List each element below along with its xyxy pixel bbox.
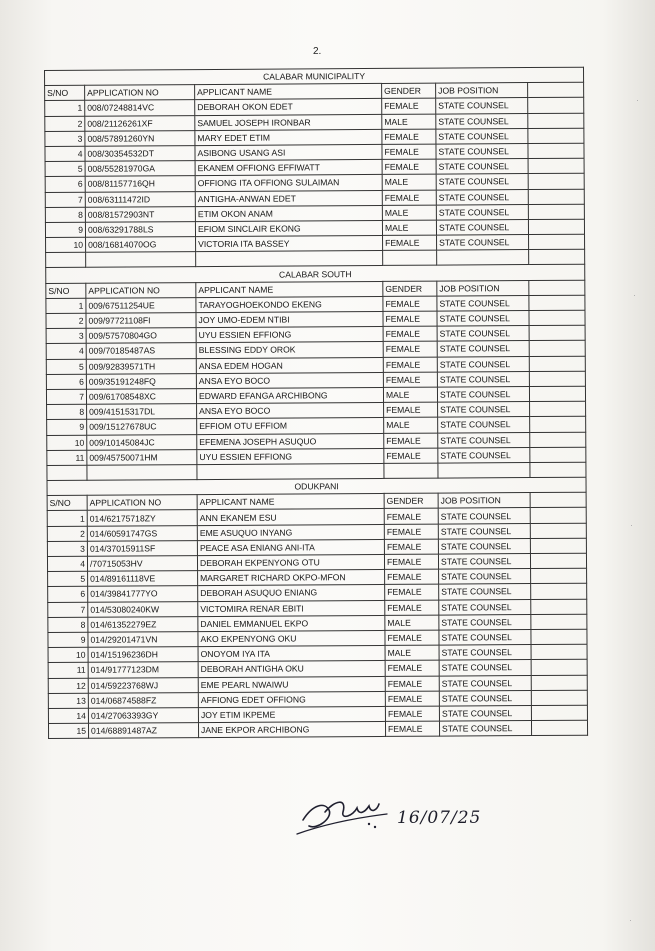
cell-gender: FEMALE xyxy=(384,402,438,418)
table-row xyxy=(48,720,587,738)
cell-sno: 10 xyxy=(46,237,86,252)
cell-sno: 11 xyxy=(47,450,87,465)
cell-blank xyxy=(531,568,587,584)
cell-job-position: STATE COUNSEL xyxy=(436,204,528,220)
cell-job-position: STATE COUNSEL xyxy=(437,311,529,327)
margin-mark: · xyxy=(630,520,633,530)
cell-gender: FEMALE xyxy=(384,509,438,525)
cell-job-position: STATE COUNSEL xyxy=(439,660,531,676)
cell-applicant-name: AFFIONG EDET OFFIONG xyxy=(198,691,385,707)
cell-applicant-name: DEBORAH ASUQUO ENIANG xyxy=(198,585,385,601)
cell-blank xyxy=(529,249,585,265)
cell-blank xyxy=(528,204,584,220)
cell-applicant-name: MARY EDET ETIM xyxy=(195,129,382,145)
cell-applicant-name: ANSA EYO BOCO xyxy=(197,403,384,419)
cell-sno: 1 xyxy=(47,511,87,526)
column-header-gender: GENDER xyxy=(383,281,437,297)
cell-blank xyxy=(531,705,587,721)
cell-gender: FEMALE xyxy=(383,235,437,251)
cell-application-no: 008/21126261XF xyxy=(85,115,195,131)
cell-sno: 7 xyxy=(48,602,88,617)
cell-blank xyxy=(530,401,586,417)
cell-gender: MALE xyxy=(384,417,438,433)
column-header-applicant-name: APPLICANT NAME xyxy=(197,494,384,510)
cell-sno: 13 xyxy=(48,693,88,708)
cell-blank xyxy=(530,462,586,478)
cell-gender: MALE xyxy=(382,174,436,190)
cell-application-no: /70715053HV xyxy=(87,556,197,572)
cell-application-no: 014/61352279EZ xyxy=(88,616,198,632)
cell-job-position: STATE COUNSEL xyxy=(437,341,529,357)
cell-sno: 5 xyxy=(48,571,88,586)
cell-blank xyxy=(530,432,586,448)
cell-job-position: STATE COUNSEL xyxy=(439,569,531,585)
cell-blank xyxy=(530,508,586,524)
cell-applicant-name: ETIM OKON ANAM xyxy=(195,205,382,221)
cell-gender: FEMALE xyxy=(383,296,437,312)
column-header-gender: GENDER xyxy=(382,83,436,99)
cell-blank xyxy=(528,158,584,174)
column-header-job-position: JOB POSITION xyxy=(438,493,530,509)
cell-gender: MALE xyxy=(382,220,436,236)
cell-gender: MALE xyxy=(382,114,436,130)
cell-applicant-name: DANIEL EMMANUEL EKPO xyxy=(198,615,385,631)
cell-sno: 10 xyxy=(47,435,87,450)
cell-gender: FEMALE xyxy=(384,448,438,464)
cell-applicant-name: EDWARD EFANGA ARCHIBONG xyxy=(196,387,383,403)
cell-applicant-name: SAMUEL JOSEPH IRONBAR xyxy=(195,114,382,130)
cell-sno: 2 xyxy=(45,116,85,131)
cell-job-position: STATE COUNSEL xyxy=(439,705,531,721)
cell-application-no: 008/63111472ID xyxy=(85,191,195,207)
cell-application-no: 014/37015911SF xyxy=(87,540,197,556)
cell-application-no: 014/06874588FZ xyxy=(88,692,198,708)
column-header-gender: GENDER xyxy=(384,493,438,509)
cell-blank xyxy=(530,417,586,433)
column-header-sno: S/NO xyxy=(46,283,86,298)
cell-blank xyxy=(46,252,86,267)
cell-blank xyxy=(531,720,587,736)
cell-blank xyxy=(531,644,587,660)
cell-job-position: STATE COUNSEL xyxy=(439,721,531,737)
cell-applicant-name: JOY ETIM IKPEME xyxy=(198,706,385,722)
column-header-job-position: JOB POSITION xyxy=(436,83,528,99)
cell-application-no: 014/62175718ZY xyxy=(87,510,197,526)
column-header-application-no: APPLICATION NO xyxy=(85,85,195,101)
cell-application-no: 014/27063393GY xyxy=(88,707,198,723)
cell-blank xyxy=(86,252,196,268)
cell-job-position: STATE COUNSEL xyxy=(436,159,528,175)
cell-application-no: 008/81157716QH xyxy=(85,176,195,192)
cell-blank xyxy=(528,219,584,235)
cell-job-position: STATE COUNSEL xyxy=(437,326,529,342)
cell-gender: FEMALE xyxy=(384,524,438,540)
cell-applicant-name: AKO EKPENYONG OKU xyxy=(198,630,385,646)
cell-applicant-name: EFFIOM OTU EFFIOM xyxy=(197,418,384,434)
cell-application-no: 009/57570804GO xyxy=(86,328,196,344)
cell-application-no: 009/92839571TH xyxy=(86,358,196,374)
cell-application-no: 014/68891487AZ xyxy=(88,723,198,739)
cell-blank xyxy=(384,463,438,479)
cell-gender: FEMALE xyxy=(383,357,437,373)
cell-applicant-name: ONOYOM IYA ITA xyxy=(198,646,385,662)
cell-applicant-name: VICTORIA ITA BASSEY xyxy=(196,235,383,251)
cell-applicant-name: UYU ESSIEN EFFIONG xyxy=(197,448,384,464)
cell-sno: 15 xyxy=(48,723,88,738)
cell-application-no: 014/53080240KW xyxy=(88,601,198,617)
cell-blank xyxy=(529,325,585,341)
cell-application-no: 008/07248814VC xyxy=(85,100,195,116)
cell-blank xyxy=(437,250,529,266)
cell-blank xyxy=(528,128,584,144)
cell-job-position: STATE COUNSEL xyxy=(437,235,529,251)
column-header-blank xyxy=(529,280,585,296)
column-header-application-no: APPLICATION NO xyxy=(87,495,197,511)
cell-blank xyxy=(529,371,585,387)
cell-gender: FEMALE xyxy=(382,190,436,206)
margin-mark: · xyxy=(633,290,636,300)
cell-sno: 12 xyxy=(48,678,88,693)
cell-application-no: 008/55281970GA xyxy=(85,161,195,177)
cell-gender: MALE xyxy=(383,387,437,403)
section-title: ODUKPANI xyxy=(47,477,586,495)
cell-sno: 8 xyxy=(45,207,85,222)
cell-applicant-name: UYU ESSIEN EFFIONG xyxy=(196,327,383,343)
cell-applicant-name: EME ASUQUO INYANG xyxy=(197,524,384,540)
cell-gender: FEMALE xyxy=(382,159,436,175)
cell-sno: 8 xyxy=(47,404,87,419)
cell-application-no: 014/60591747GS xyxy=(87,525,197,541)
cell-sno: 1 xyxy=(46,298,86,313)
cell-blank xyxy=(438,462,530,478)
cell-blank xyxy=(529,386,585,402)
cell-job-position: STATE COUNSEL xyxy=(438,432,530,448)
cell-job-position: STATE COUNSEL xyxy=(437,295,529,311)
cell-sno: 1 xyxy=(45,101,85,116)
cell-blank xyxy=(530,553,586,569)
cell-applicant-name: ANTIGHA-ANWAN EDET xyxy=(195,190,382,206)
page-number: 2. xyxy=(313,46,322,57)
cell-application-no: 014/91777123DM xyxy=(88,662,198,678)
cell-sno: 11 xyxy=(48,663,88,678)
cell-blank xyxy=(529,356,585,372)
cell-gender: FEMALE xyxy=(385,569,439,585)
cell-job-position: STATE COUNSEL xyxy=(439,599,531,615)
cell-applicant-name: DEBORAH EKPENYONG OTU xyxy=(197,554,384,570)
cell-sno: 6 xyxy=(46,374,86,389)
cell-gender: FEMALE xyxy=(382,98,436,114)
cell-application-no: 008/57891260YN xyxy=(85,130,195,146)
cell-sno: 2 xyxy=(47,526,87,541)
cell-blank xyxy=(196,251,383,267)
cell-sno: 14 xyxy=(48,708,88,723)
cell-gender: FEMALE xyxy=(385,660,439,676)
cell-applicant-name: JANE EKPOR ARCHIBONG xyxy=(198,721,385,737)
cell-blank xyxy=(529,295,585,311)
cell-sno: 7 xyxy=(46,389,86,404)
cell-job-position: STATE COUNSEL xyxy=(436,174,528,190)
cell-job-position: STATE COUNSEL xyxy=(437,356,529,372)
cell-application-no: 009/35191248FQ xyxy=(86,373,196,389)
cell-blank xyxy=(531,629,587,645)
cell-gender: FEMALE xyxy=(385,691,439,707)
cell-sno: 5 xyxy=(45,161,85,176)
cell-gender: FEMALE xyxy=(383,326,437,342)
column-header-sno: S/NO xyxy=(47,495,87,510)
cell-application-no: 008/63291788LS xyxy=(85,221,195,237)
cell-application-no: 009/70185487AS xyxy=(86,343,196,359)
cell-blank xyxy=(528,98,584,114)
cell-job-position: STATE COUNSEL xyxy=(439,614,531,630)
cell-gender: FEMALE xyxy=(384,554,438,570)
margin-mark: · xyxy=(629,915,632,925)
cell-gender: FEMALE xyxy=(382,129,436,145)
cell-applicant-name: DEBORAH OKON EDET xyxy=(195,99,382,115)
cell-sno: 3 xyxy=(46,328,86,343)
cell-gender: FEMALE xyxy=(385,721,439,737)
cell-applicant-name: JOY UMO-EDEM NTIBI xyxy=(196,311,383,327)
cell-blank xyxy=(531,675,587,691)
cell-application-no: 009/10145084JC xyxy=(87,434,197,450)
cell-applicant-name: ANN EKANEM ESU xyxy=(197,509,384,525)
cell-gender: FEMALE xyxy=(383,341,437,357)
cell-sno: 8 xyxy=(48,617,88,632)
cell-blank xyxy=(383,250,437,266)
cell-sno: 4 xyxy=(45,146,85,161)
cell-application-no: 009/41515317DL xyxy=(87,404,197,420)
cell-gender: MALE xyxy=(385,645,439,661)
cell-sno: 9 xyxy=(45,222,85,237)
cell-job-position: STATE COUNSEL xyxy=(439,584,531,600)
cell-sno: 3 xyxy=(45,131,85,146)
cell-job-position: STATE COUNSEL xyxy=(436,143,528,159)
cell-applicant-name: DEBORAH ANTIGHA OKU xyxy=(198,661,385,677)
cell-gender: FEMALE xyxy=(382,144,436,160)
cell-applicant-name: PEACE ASA ENIANG ANI-ITA xyxy=(197,539,384,555)
cell-application-no: 014/39841777YO xyxy=(88,586,198,602)
cell-job-position: STATE COUNSEL xyxy=(438,538,530,554)
cell-blank xyxy=(528,113,584,129)
cell-blank xyxy=(530,523,586,539)
cell-blank xyxy=(528,143,584,159)
cell-job-position: STATE COUNSEL xyxy=(437,386,529,402)
cell-job-position: STATE COUNSEL xyxy=(438,447,530,463)
cell-gender: MALE xyxy=(382,205,436,221)
cell-job-position: STATE COUNSEL xyxy=(436,113,528,129)
cell-job-position: STATE COUNSEL xyxy=(438,417,530,433)
cell-sno: 2 xyxy=(46,313,86,328)
cell-applicant-name: EME PEARL NWAIWU xyxy=(198,676,385,692)
cell-application-no: 014/29201471VN xyxy=(88,632,198,648)
cell-gender: FEMALE xyxy=(385,584,439,600)
cell-job-position: STATE COUNSEL xyxy=(439,690,531,706)
cell-sno: 3 xyxy=(47,541,87,556)
cell-applicant-name: ANSA EYO BOCO xyxy=(196,372,383,388)
cell-job-position: STATE COUNSEL xyxy=(438,402,530,418)
cell-sno: 4 xyxy=(47,556,87,571)
cell-blank xyxy=(529,310,585,326)
cell-gender: FEMALE xyxy=(383,372,437,388)
cell-blank xyxy=(530,447,586,463)
column-header-applicant-name: APPLICANT NAME xyxy=(195,84,382,100)
cell-job-position: STATE COUNSEL xyxy=(436,219,528,235)
column-header-sno: S/NO xyxy=(45,85,85,100)
cell-job-position: STATE COUNSEL xyxy=(436,189,528,205)
cell-job-position: STATE COUNSEL xyxy=(436,98,528,114)
cell-gender: FEMALE xyxy=(383,311,437,327)
cell-blank xyxy=(529,341,585,357)
cell-gender: FEMALE xyxy=(385,600,439,616)
cell-gender: FEMALE xyxy=(384,433,438,449)
cell-applicant-name: MARGARET RICHARD OKPO-MFON xyxy=(198,570,385,586)
cell-sno: 7 xyxy=(45,192,85,207)
cell-sno: 5 xyxy=(46,359,86,374)
cell-job-position: STATE COUNSEL xyxy=(438,523,530,539)
cell-blank xyxy=(531,660,587,676)
cell-blank xyxy=(531,599,587,615)
margin-mark: · xyxy=(636,95,639,105)
cell-job-position: STATE COUNSEL xyxy=(437,371,529,387)
cell-sno: 9 xyxy=(48,632,88,647)
cell-job-position: STATE COUNSEL xyxy=(438,554,530,570)
cell-applicant-name: VICTOMIRA RENAR EBITI xyxy=(198,600,385,616)
cell-blank xyxy=(47,465,87,480)
column-header-applicant-name: APPLICANT NAME xyxy=(196,281,383,297)
cell-application-no: 014/15196236DH xyxy=(88,647,198,663)
cell-blank xyxy=(529,234,585,250)
cell-application-no: 014/89161118VE xyxy=(88,571,198,587)
cell-blank xyxy=(528,174,584,190)
cell-application-no: 009/97721108FI xyxy=(86,313,196,329)
cell-application-no: 014/59223768WJ xyxy=(88,677,198,693)
cell-application-no: 008/16814070OG xyxy=(86,237,196,253)
cell-application-no: 008/81572903NT xyxy=(85,206,195,222)
cell-gender: FEMALE xyxy=(385,676,439,692)
cell-applicant-name: EKANEM OFFIONG EFFIWATT xyxy=(195,160,382,176)
cell-sno: 6 xyxy=(48,587,88,602)
cell-sno: 10 xyxy=(48,647,88,662)
cell-application-no: 008/30354532DT xyxy=(85,146,195,162)
cell-job-position: STATE COUNSEL xyxy=(436,128,528,144)
cell-gender: MALE xyxy=(385,615,439,631)
cell-gender: FEMALE xyxy=(385,706,439,722)
cell-blank xyxy=(528,189,584,205)
cell-applicant-name: OFFIONG ITA OFFIONG SULAIMAN xyxy=(195,175,382,191)
cell-blank xyxy=(531,690,587,706)
cell-applicant-name: ANSA EDEM HOGAN xyxy=(196,357,383,373)
cell-sno: 4 xyxy=(46,344,86,359)
applicants-table xyxy=(44,67,588,740)
cell-job-position: STATE COUNSEL xyxy=(439,675,531,691)
cell-application-no: 009/61708548XC xyxy=(86,389,196,405)
column-header-job-position: JOB POSITION xyxy=(437,280,529,296)
section-title: CALABAR MUNICIPALITY xyxy=(45,67,584,85)
cell-sno: 6 xyxy=(45,177,85,192)
cell-blank xyxy=(87,464,197,480)
column-header-application-no: APPLICATION NO xyxy=(86,282,196,298)
section-title: CALABAR SOUTH xyxy=(46,265,585,283)
cell-blank xyxy=(531,584,587,600)
cell-sno: 9 xyxy=(47,420,87,435)
cell-job-position: STATE COUNSEL xyxy=(439,645,531,661)
cell-job-position: STATE COUNSEL xyxy=(438,508,530,524)
signature-date: 16/07/25 xyxy=(397,808,482,828)
cell-application-no: 009/45750071HM xyxy=(87,449,197,465)
cell-applicant-name: EFIOM SINCLAIR EKONG xyxy=(195,220,382,236)
cell-blank xyxy=(197,463,384,479)
cell-job-position: STATE COUNSEL xyxy=(439,629,531,645)
cell-blank xyxy=(531,614,587,630)
cell-applicant-name: ASIBONG USANG ASI xyxy=(195,144,382,160)
cell-applicant-name: TARAYOGHOEKONDO EKENG xyxy=(196,296,383,312)
cell-application-no: 009/15127678UC xyxy=(87,419,197,435)
cell-application-no: 009/67511254UE xyxy=(86,297,196,313)
cell-blank xyxy=(530,538,586,554)
cell-applicant-name: EFEMENA JOSEPH ASUQUO xyxy=(197,433,384,449)
cell-gender: FEMALE xyxy=(385,630,439,646)
cell-gender: FEMALE xyxy=(384,539,438,555)
column-header-blank xyxy=(530,492,586,508)
column-header-blank xyxy=(528,82,584,98)
cell-applicant-name: BLESSING EDDY OROK xyxy=(196,342,383,358)
